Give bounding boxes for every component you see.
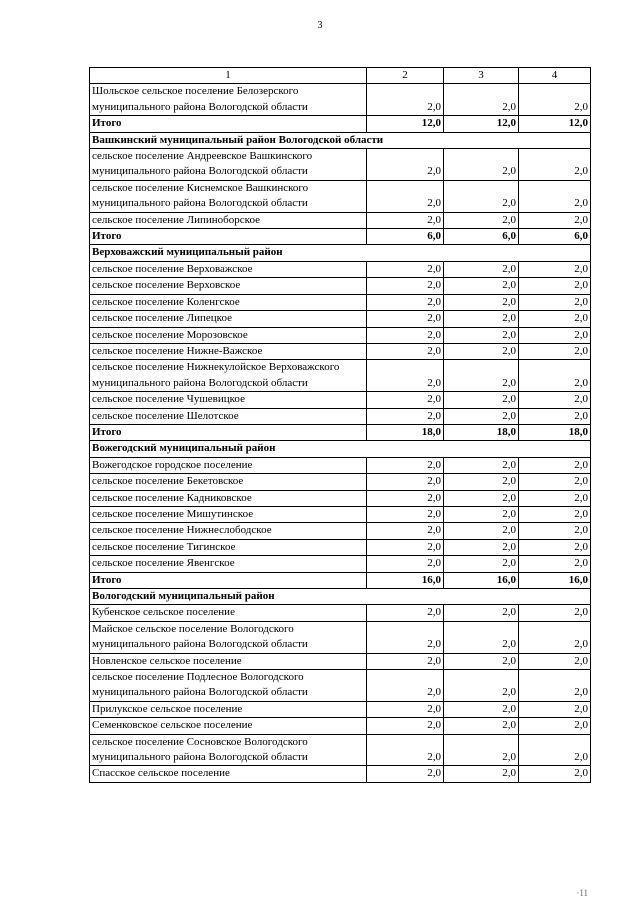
- table-header: [90, 68, 591, 84]
- settlement-name: сельское поселение Чушевицкое: [90, 392, 367, 408]
- table-row: [90, 605, 591, 621]
- column-header-3: 3: [444, 68, 519, 84]
- value-cell: 2,0: [444, 278, 519, 294]
- value-cell: 2,0: [519, 653, 591, 669]
- table-row: [90, 490, 591, 506]
- value-cell: 2,0: [367, 670, 444, 702]
- value-cell: 2,0: [444, 670, 519, 702]
- value-cell: 2,0: [519, 523, 591, 539]
- value-cell: 2,0: [367, 343, 444, 359]
- settlement-name: сельское поселение Верховажское: [90, 261, 367, 277]
- value-cell: 2,0: [367, 474, 444, 490]
- settlement-name: сельское поселение Бекетовское: [90, 474, 367, 490]
- value-cell: 2,0: [367, 653, 444, 669]
- value-cell: 2,0: [519, 408, 591, 424]
- table-row: [90, 734, 591, 766]
- value-cell: 2,0: [519, 718, 591, 734]
- value-cell: 2,0: [444, 343, 519, 359]
- settlement-name: Прилукское сельское поселение: [90, 701, 367, 717]
- total-label: Итого: [90, 572, 367, 588]
- value-cell: 12,0: [519, 116, 591, 132]
- table-row: [90, 311, 591, 327]
- value-cell: 2,0: [444, 506, 519, 522]
- value-cell: 2,0: [444, 84, 519, 116]
- table-row: [90, 392, 591, 408]
- table-row: [90, 718, 591, 734]
- value-cell: 2,0: [367, 278, 444, 294]
- total-label: Итого: [90, 116, 367, 132]
- district-name: Вашкинский муниципальный район Вологодской области: [90, 132, 591, 148]
- value-cell: 2,0: [367, 766, 444, 782]
- settlement-name: Майское сельское поселение Вологодского муниципального района Вологодской области: [90, 621, 367, 653]
- district-name: Верховажский муниципальный район: [90, 245, 591, 261]
- total-row: [90, 116, 591, 132]
- settlement-name: сельское поселение Коленгское: [90, 294, 367, 310]
- value-cell: 2,0: [519, 343, 591, 359]
- value-cell: 2,0: [367, 149, 444, 181]
- value-cell: 2,0: [519, 766, 591, 782]
- table-row: [90, 327, 591, 343]
- value-cell: 2,0: [519, 212, 591, 228]
- value-cell: 2,0: [444, 212, 519, 228]
- table-row: [90, 180, 591, 212]
- value-cell: 2,0: [367, 556, 444, 572]
- value-cell: 2,0: [519, 261, 591, 277]
- value-cell: 2,0: [444, 408, 519, 424]
- value-cell: 2,0: [519, 457, 591, 473]
- table-row: [90, 457, 591, 473]
- value-cell: 2,0: [444, 523, 519, 539]
- allocation-table: [89, 67, 591, 783]
- column-header-4: 4: [519, 68, 591, 84]
- settlement-name: сельское поселение Нижнекулойское Верховажского муниципального района Вологодской области: [90, 360, 367, 392]
- value-cell: 2,0: [444, 360, 519, 392]
- value-cell: 2,0: [519, 701, 591, 717]
- district-header-row: [90, 132, 591, 148]
- value-cell: 2,0: [367, 457, 444, 473]
- settlement-name: Шольское сельское поселение Белозерского муниципального района Вологодской области: [90, 84, 367, 116]
- settlement-name: сельское поселение Нижне-Важское: [90, 343, 367, 359]
- value-cell: 2,0: [519, 605, 591, 621]
- total-row: [90, 424, 591, 440]
- table-row: [90, 474, 591, 490]
- corner-mark: ·11: [576, 888, 588, 898]
- value-cell: 2,0: [444, 457, 519, 473]
- value-cell: 2,0: [444, 718, 519, 734]
- value-cell: 2,0: [444, 539, 519, 555]
- settlement-name: сельское поселение Нижнеслободское: [90, 523, 367, 539]
- value-cell: 2,0: [367, 360, 444, 392]
- value-cell: 2,0: [519, 311, 591, 327]
- district-name: Вологодский муниципальный район: [90, 589, 591, 605]
- table-row: [90, 84, 591, 116]
- total-row: [90, 572, 591, 588]
- value-cell: 2,0: [444, 734, 519, 766]
- table-row: [90, 294, 591, 310]
- value-cell: 2,0: [444, 556, 519, 572]
- settlement-name: сельское поселение Мишутинское: [90, 506, 367, 522]
- settlement-name: Кубенское сельское поселение: [90, 605, 367, 621]
- district-name: Вожегодский муниципальный район: [90, 441, 591, 457]
- value-cell: 2,0: [444, 149, 519, 181]
- total-label: Итого: [90, 424, 367, 440]
- value-cell: 2,0: [367, 311, 444, 327]
- table-row: [90, 360, 591, 392]
- value-cell: 2,0: [519, 392, 591, 408]
- value-cell: 6,0: [519, 229, 591, 245]
- value-cell: 18,0: [519, 424, 591, 440]
- settlement-name: Вожегодское городское поселение: [90, 457, 367, 473]
- value-cell: 2,0: [444, 311, 519, 327]
- value-cell: 2,0: [519, 506, 591, 522]
- value-cell: 16,0: [367, 572, 444, 588]
- settlement-name: сельское поселение Липиноборское: [90, 212, 367, 228]
- value-cell: 2,0: [367, 180, 444, 212]
- value-cell: 2,0: [367, 523, 444, 539]
- page-number: 3: [317, 20, 323, 31]
- value-cell: 2,0: [519, 360, 591, 392]
- value-cell: 2,0: [519, 734, 591, 766]
- value-cell: 2,0: [444, 474, 519, 490]
- table-row: [90, 343, 591, 359]
- table-row: [90, 261, 591, 277]
- district-header-row: [90, 441, 591, 457]
- table-row: [90, 539, 591, 555]
- column-header-2: 2: [367, 68, 444, 84]
- table-row: [90, 149, 591, 181]
- value-cell: 2,0: [444, 653, 519, 669]
- table-row: [90, 556, 591, 572]
- value-cell: 2,0: [519, 490, 591, 506]
- value-cell: 2,0: [519, 621, 591, 653]
- settlement-name: сельское поселение Липецкое: [90, 311, 367, 327]
- value-cell: 16,0: [519, 572, 591, 588]
- settlement-name: сельское поселение Кадниковское: [90, 490, 367, 506]
- value-cell: 6,0: [444, 229, 519, 245]
- value-cell: 2,0: [519, 180, 591, 212]
- value-cell: 2,0: [444, 766, 519, 782]
- value-cell: 2,0: [519, 556, 591, 572]
- value-cell: 2,0: [444, 261, 519, 277]
- value-cell: 2,0: [367, 294, 444, 310]
- value-cell: 16,0: [444, 572, 519, 588]
- value-cell: 2,0: [367, 734, 444, 766]
- value-cell: 2,0: [519, 294, 591, 310]
- total-row: [90, 229, 591, 245]
- value-cell: 2,0: [444, 490, 519, 506]
- value-cell: 2,0: [519, 670, 591, 702]
- value-cell: 2,0: [367, 701, 444, 717]
- value-cell: 18,0: [367, 424, 444, 440]
- settlement-name: сельское поселение Явенгское: [90, 556, 367, 572]
- value-cell: 12,0: [367, 116, 444, 132]
- value-cell: 2,0: [519, 327, 591, 343]
- settlement-name: сельское поселение Морозовское: [90, 327, 367, 343]
- settlement-name: Семенковское сельское поселение: [90, 718, 367, 734]
- settlement-name: Спасское сельское поселение: [90, 766, 367, 782]
- value-cell: 2,0: [367, 212, 444, 228]
- settlement-name: сельское поселение Шелотское: [90, 408, 367, 424]
- settlement-name: сельское поселение Тигинское: [90, 539, 367, 555]
- table-row: [90, 212, 591, 228]
- value-cell: 2,0: [444, 392, 519, 408]
- value-cell: 2,0: [444, 621, 519, 653]
- settlement-name: сельское поселение Подлесное Вологодского муниципального района Вологодской области: [90, 670, 367, 702]
- value-cell: 2,0: [367, 621, 444, 653]
- table-row: [90, 523, 591, 539]
- settlement-name: Новленское сельское поселение: [90, 653, 367, 669]
- value-cell: 2,0: [367, 506, 444, 522]
- table-row: [90, 506, 591, 522]
- total-label: Итого: [90, 229, 367, 245]
- value-cell: 2,0: [367, 718, 444, 734]
- settlement-name: сельское поселение Верховское: [90, 278, 367, 294]
- table-row: [90, 653, 591, 669]
- value-cell: 12,0: [444, 116, 519, 132]
- district-header-row: [90, 245, 591, 261]
- value-cell: 6,0: [367, 229, 444, 245]
- settlement-name: сельское поселение Киснемское Вашкинского муниципального района Вологодской области: [90, 180, 367, 212]
- column-header-1: 1: [90, 68, 367, 84]
- district-header-row: [90, 589, 591, 605]
- value-cell: 2,0: [519, 149, 591, 181]
- value-cell: 2,0: [519, 539, 591, 555]
- value-cell: 2,0: [444, 701, 519, 717]
- value-cell: 2,0: [367, 327, 444, 343]
- value-cell: 2,0: [444, 605, 519, 621]
- value-cell: 2,0: [367, 84, 444, 116]
- value-cell: 2,0: [519, 474, 591, 490]
- table-row: [90, 766, 591, 782]
- table-row: [90, 670, 591, 702]
- table-body: [90, 84, 591, 782]
- value-cell: 2,0: [519, 84, 591, 116]
- table-row: [90, 621, 591, 653]
- table-row: [90, 701, 591, 717]
- table-row: [90, 408, 591, 424]
- value-cell: 2,0: [367, 392, 444, 408]
- value-cell: 2,0: [367, 490, 444, 506]
- value-cell: 2,0: [367, 261, 444, 277]
- value-cell: 2,0: [367, 605, 444, 621]
- table-row: [90, 278, 591, 294]
- value-cell: 2,0: [444, 294, 519, 310]
- value-cell: 2,0: [367, 408, 444, 424]
- value-cell: 2,0: [444, 327, 519, 343]
- value-cell: 2,0: [367, 539, 444, 555]
- value-cell: 2,0: [444, 180, 519, 212]
- value-cell: 18,0: [444, 424, 519, 440]
- value-cell: 2,0: [519, 278, 591, 294]
- settlement-name: сельское поселение Андреевское Вашкинского муниципального района Вологодской области: [90, 149, 367, 181]
- settlement-name: сельское поселение Сосновское Вологодского муниципального района Вологодской области: [90, 734, 367, 766]
